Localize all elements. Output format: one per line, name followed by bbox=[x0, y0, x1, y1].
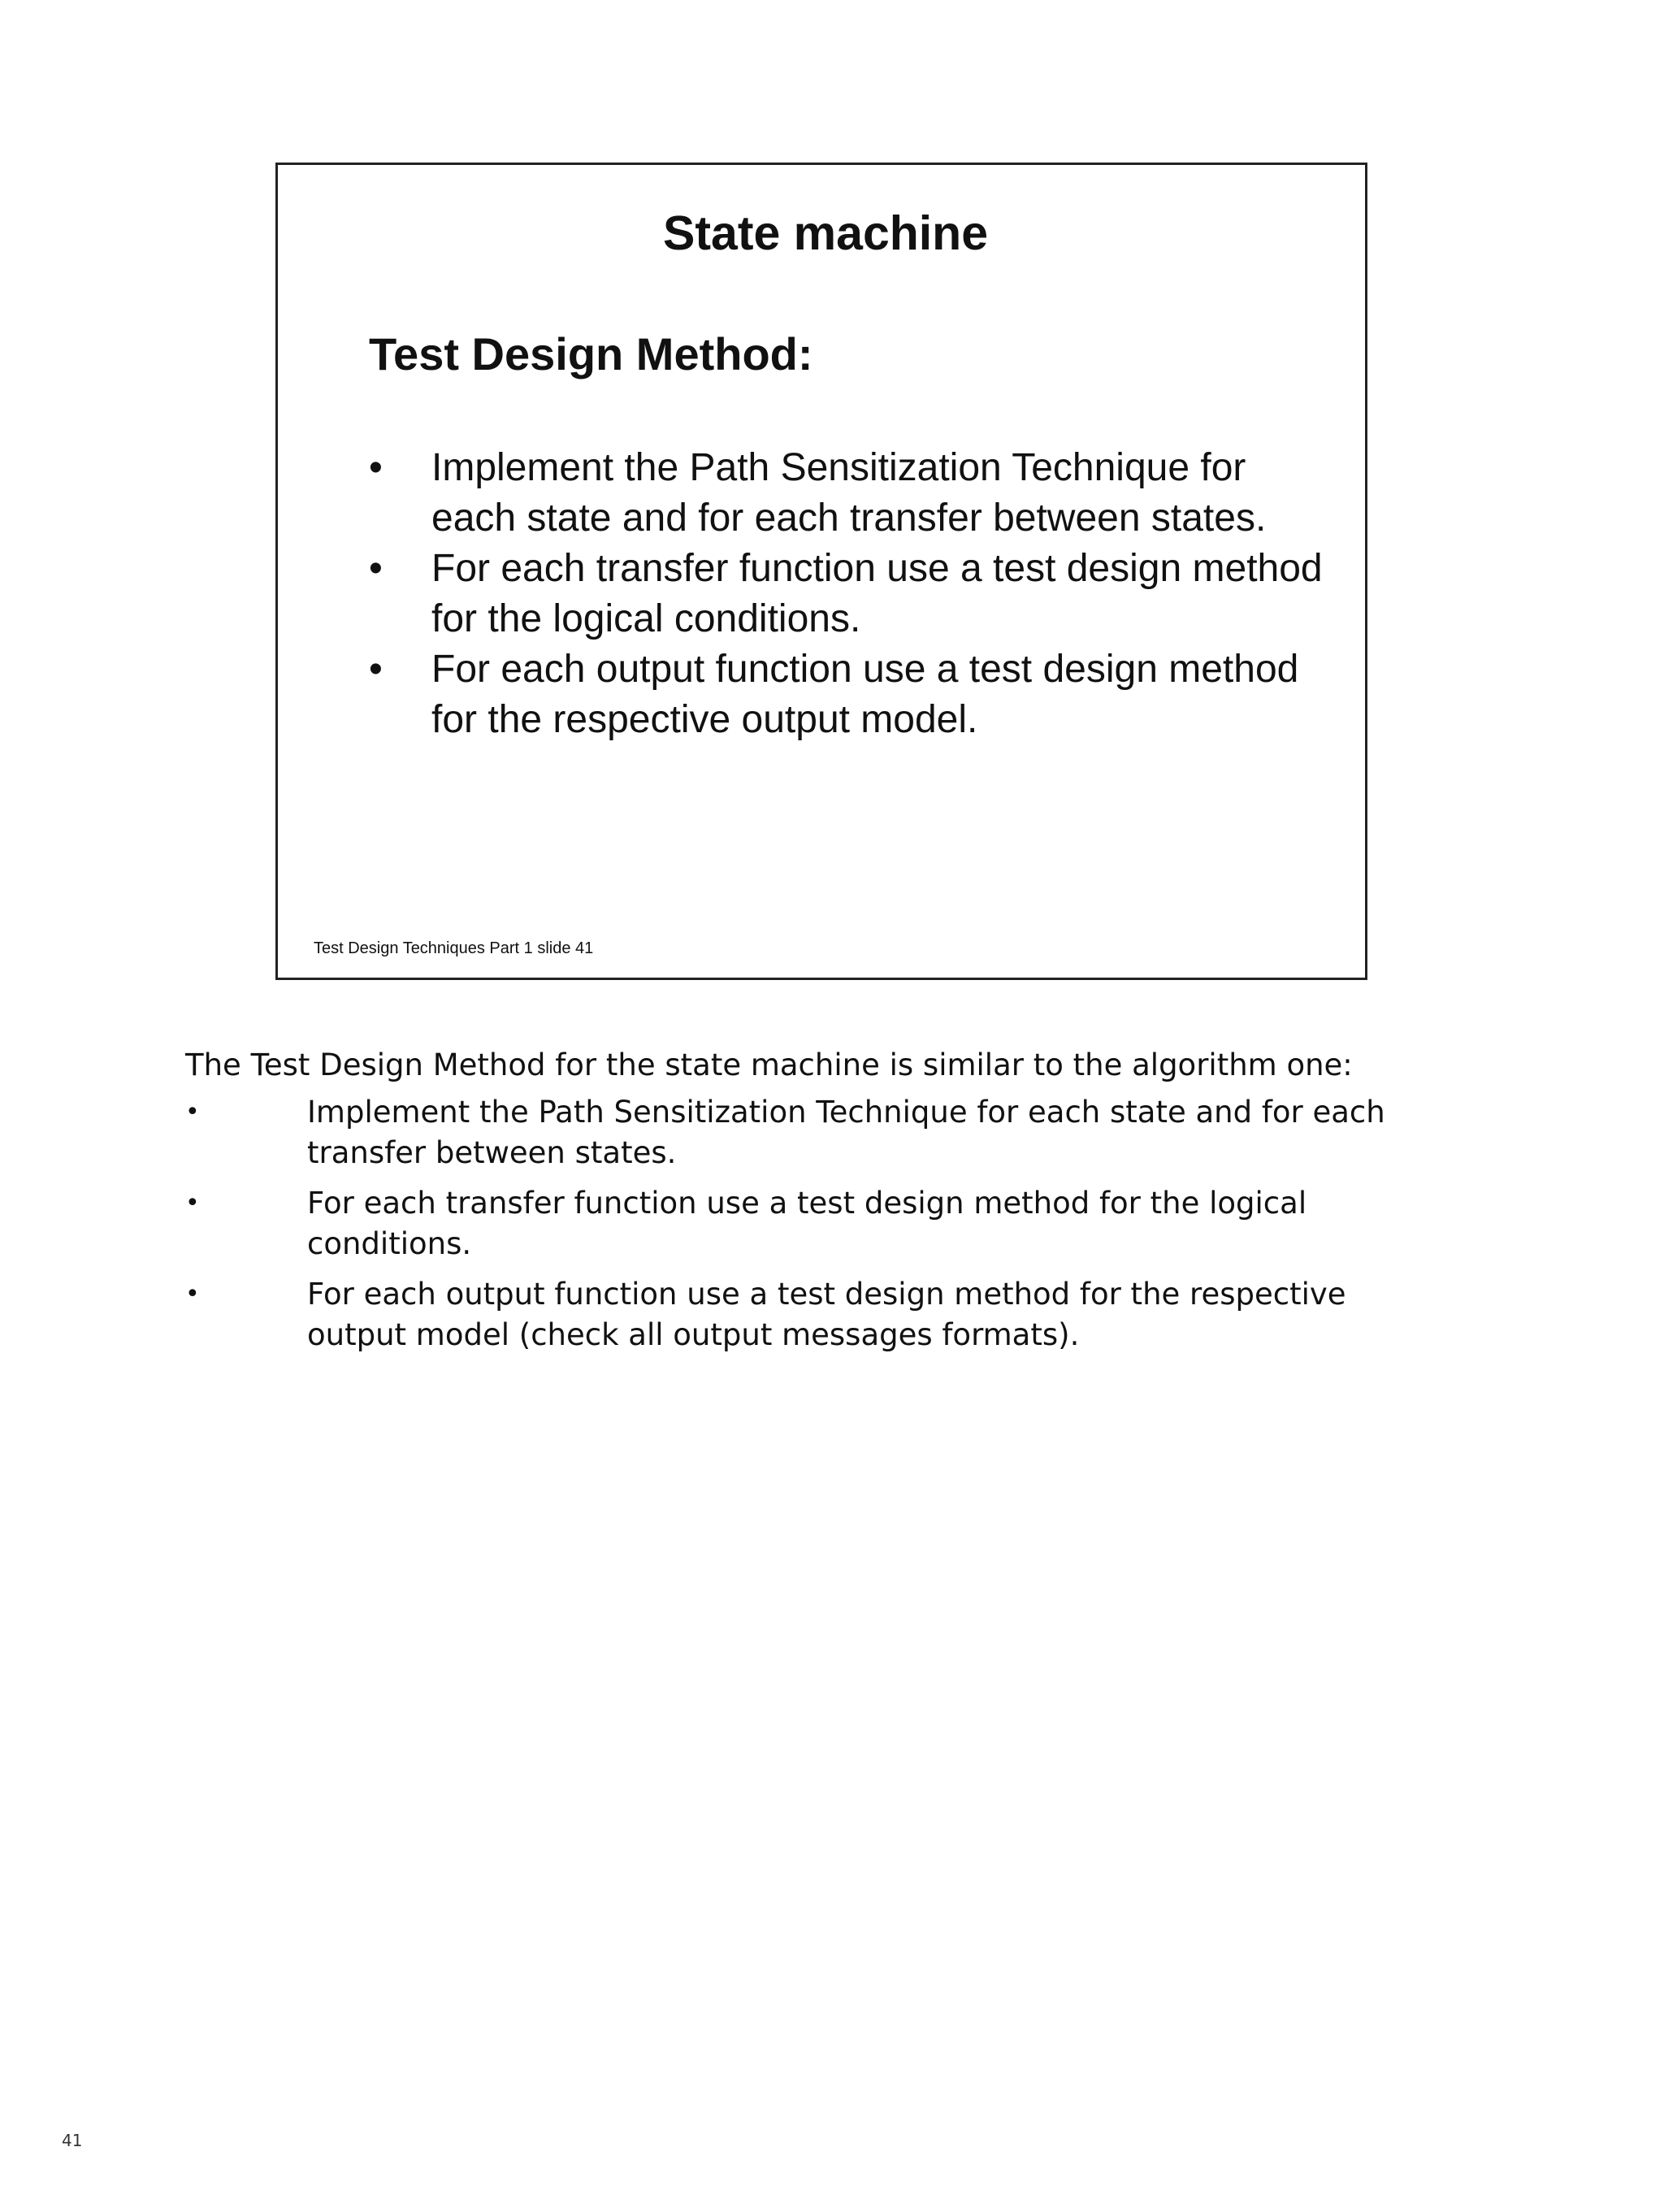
slide-bullet-item bbox=[369, 644, 1328, 745]
slide-frame bbox=[275, 163, 1367, 980]
notes-bullet-text: For each output function use a test design method for the respective output model (check all output messages formats). bbox=[307, 1277, 1346, 1352]
slide-bullet-text: For each transfer function use a test design method for the logical conditions. bbox=[431, 547, 1323, 640]
notes-bullet-item bbox=[185, 1092, 1453, 1173]
slide-bullet-item bbox=[369, 544, 1328, 644]
notes-bullet-text: For each transfer function use a test design method for the logical conditions. bbox=[307, 1186, 1307, 1261]
bullet-glyph: • bbox=[369, 446, 383, 489]
notes-bullet-text: Implement the Path Sensitization Technique for each state and for each transfer between states. bbox=[307, 1095, 1385, 1170]
bullet-glyph: • bbox=[185, 1098, 200, 1126]
slide-heading: Test Design Method: bbox=[369, 328, 813, 380]
speaker-notes bbox=[185, 1045, 1453, 1365]
notes-bullet-item bbox=[185, 1274, 1453, 1355]
page-number: 41 bbox=[62, 2131, 83, 2150]
notes-intro: The Test Design Method for the state machine is similar to the algorithm one: bbox=[185, 1047, 1353, 1082]
slide-footer: Test Design Techniques Part 1 slide 41 bbox=[314, 939, 594, 957]
bullet-glyph: • bbox=[369, 547, 383, 590]
notes-bullet-list bbox=[185, 1092, 1453, 1355]
notes-bullet-item bbox=[185, 1183, 1453, 1264]
bullet-glyph: • bbox=[185, 1280, 200, 1308]
slide-bullet-list bbox=[369, 443, 1328, 745]
slide-bullet-item bbox=[369, 443, 1328, 544]
slide-bullet-text: For each output function use a test design method for the respective output model. bbox=[431, 648, 1299, 741]
slide-title: State machine bbox=[663, 206, 989, 260]
slide-bullet-text: Implement the Path Sensitization Technique for each state and for each transfer between states. bbox=[431, 446, 1267, 540]
bullet-glyph: • bbox=[369, 648, 383, 691]
bullet-glyph: • bbox=[185, 1189, 200, 1217]
